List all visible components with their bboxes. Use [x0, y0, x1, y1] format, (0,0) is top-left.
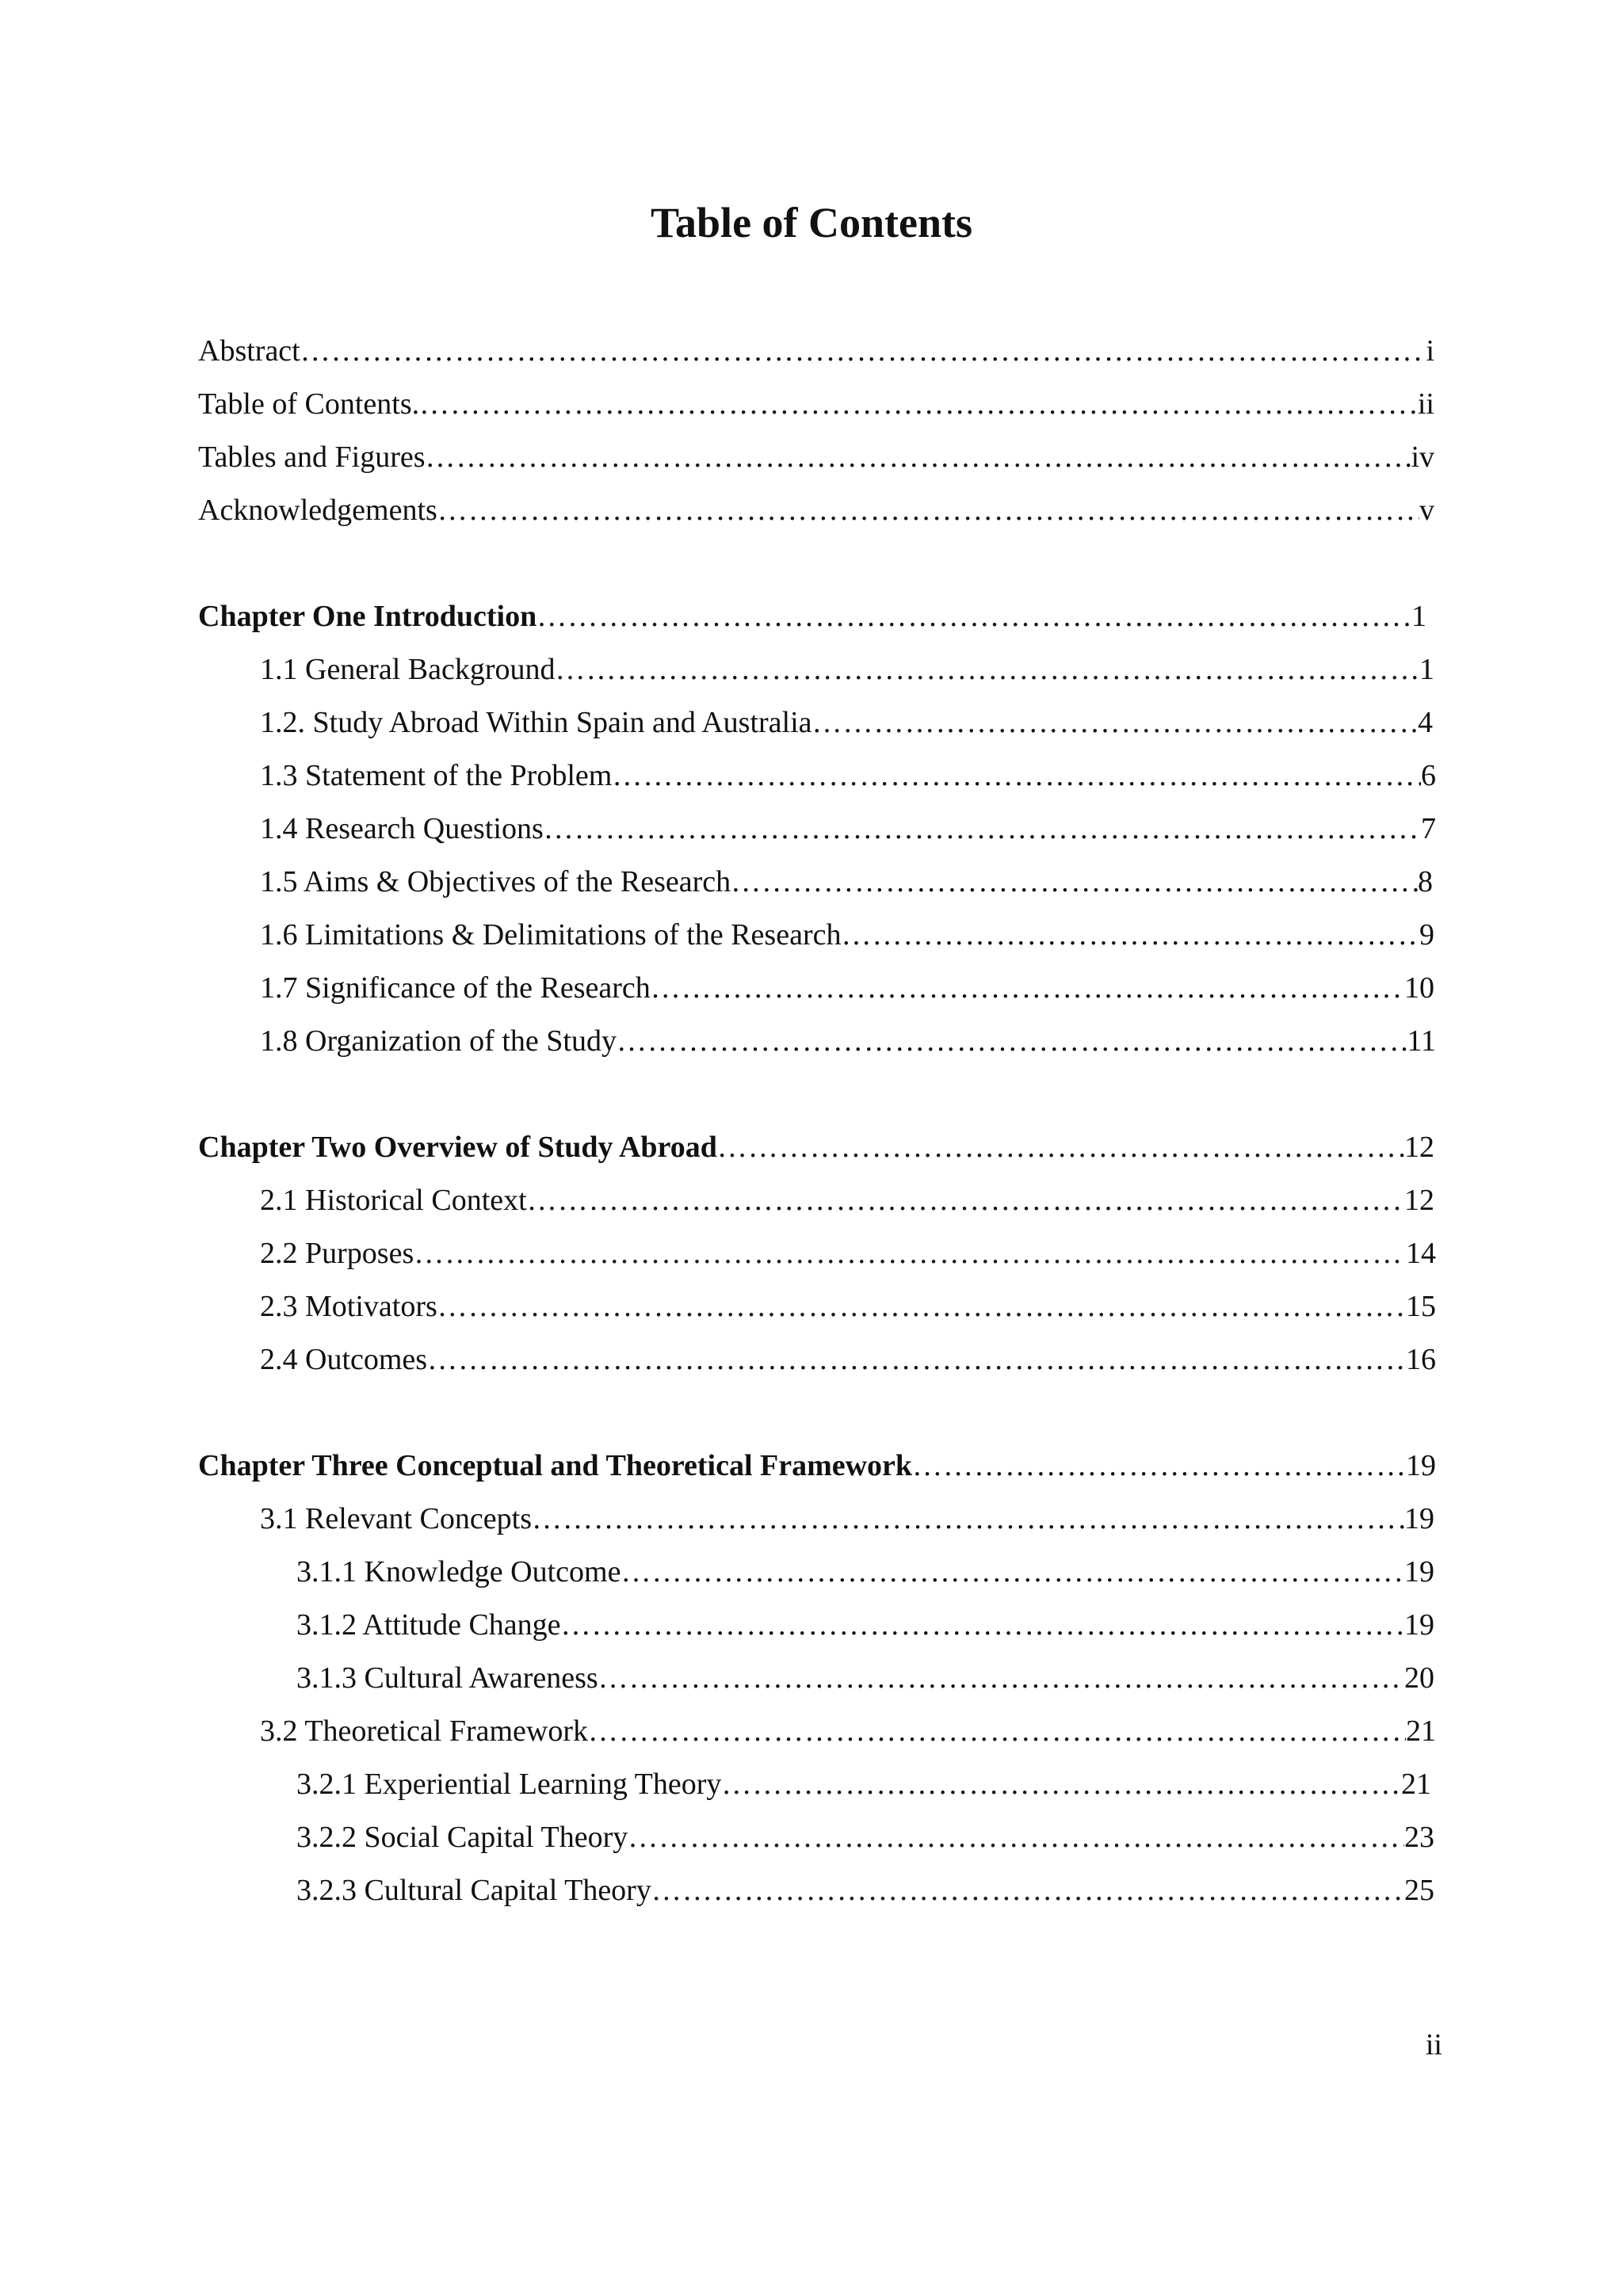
toc-entry-page: ii — [1417, 387, 1434, 421]
toc-section-label: 1.6 Limitations & Delimitations of the Research — [260, 918, 842, 952]
toc-chapter-label: Chapter Three Conceptual and Theoretical Framework — [198, 1449, 913, 1482]
toc-entry-page: 6 — [1421, 759, 1436, 792]
dot-leader — [556, 647, 1420, 692]
toc-entry-label: Tables and Figures — [198, 441, 426, 474]
toc-section-1-2[interactable] — [260, 700, 1433, 745]
toc-entry-page: 25 — [1404, 1874, 1434, 1907]
toc-section-label: 1.4 Research Questions — [260, 812, 544, 845]
toc-section-label: 1.8 Organization of the Study — [260, 1024, 617, 1058]
toc-entry-page: 1 — [1419, 653, 1434, 686]
toc-entry-page: 7 — [1421, 812, 1436, 845]
toc-entry-page: 8 — [1418, 865, 1433, 898]
toc-section-label: 2.2 Purposes — [260, 1237, 414, 1270]
dot-leader — [841, 913, 1419, 957]
toc-entry-page: 19 — [1404, 1608, 1434, 1642]
toc-entry-page: 20 — [1404, 1661, 1434, 1695]
toc-chapter-two[interactable] — [198, 1125, 1434, 1169]
toc-entry-page: v — [1419, 494, 1434, 527]
toc-section-1-7[interactable] — [260, 966, 1434, 1010]
page-number: ii — [1425, 2028, 1442, 2061]
toc-section-label: 1.5 Aims & Objectives of the Research — [260, 865, 731, 898]
toc-section-label: 3.1.1 Knowledge Outcome — [296, 1555, 621, 1589]
toc-chapter-label: Chapter One Introduction — [198, 600, 537, 633]
toc-section-label: 3.2.1 Experiential Learning Theory — [296, 1768, 722, 1801]
toc-entry-page: 12 — [1404, 1131, 1434, 1164]
toc-chapter-three[interactable] — [198, 1444, 1436, 1488]
toc-entry-page: iv — [1411, 441, 1434, 474]
dot-leader — [812, 700, 1418, 745]
toc-section-1-3[interactable] — [260, 753, 1436, 798]
toc-entry-page: 14 — [1406, 1237, 1436, 1270]
dot-leader — [437, 488, 1419, 532]
toc-section-label: 1.2. Study Abroad Within Spain and Australia — [260, 706, 812, 739]
dot-leader — [561, 1603, 1404, 1647]
toc-entry-tables-and-figures[interactable] — [198, 435, 1434, 479]
toc-entry-page: 21 — [1401, 1768, 1431, 1801]
toc-section-label: 3.2.3 Cultural Capital Theory — [296, 1874, 651, 1907]
page-title: Table of Contents — [650, 199, 973, 246]
toc-section-3-1[interactable] — [260, 1497, 1434, 1541]
dot-leader — [532, 1497, 1404, 1541]
toc-entry-page: 21 — [1406, 1714, 1436, 1748]
toc-section-label: 3.1.3 Cultural Awareness — [296, 1661, 598, 1695]
toc-section-1-8[interactable] — [260, 1019, 1436, 1063]
toc-section-1-5[interactable] — [260, 860, 1433, 904]
toc-section-2-4[interactable] — [260, 1337, 1436, 1382]
toc-section-label: 1.7 Significance of the Research — [260, 971, 651, 1005]
dot-leader — [437, 1284, 1406, 1329]
toc-entry-page: 12 — [1404, 1184, 1434, 1217]
toc-section-label: 2.1 Historical Context — [260, 1184, 527, 1217]
toc-entry-page: 23 — [1404, 1821, 1434, 1854]
dot-leader — [717, 1125, 1404, 1169]
toc-entry-label: Abstract — [198, 334, 300, 368]
toc-subsection-3-2-1[interactable] — [296, 1762, 1431, 1806]
toc-entry-label: Acknowledgements — [198, 494, 437, 527]
dot-leader — [537, 594, 1411, 639]
dot-leader — [598, 1656, 1404, 1700]
dot-leader — [628, 1815, 1404, 1859]
toc-entry-abstract[interactable] — [198, 329, 1434, 373]
toc-chapter-one[interactable] — [198, 594, 1426, 639]
dot-leader — [300, 329, 1426, 373]
toc-section-label: 3.1 Relevant Concepts — [260, 1502, 532, 1535]
toc-section-label: 2.3 Motivators — [260, 1290, 437, 1323]
toc-entry-acknowledgements[interactable] — [198, 488, 1434, 532]
toc-section-label: 2.4 Outcomes — [260, 1343, 428, 1376]
toc-section-label: 3.2 Theoretical Framework — [260, 1714, 588, 1748]
toc-entry-page: 19 — [1406, 1449, 1436, 1482]
toc-section-label: 3.1.2 Attitude Change — [296, 1608, 561, 1642]
toc-entry-page: 4 — [1418, 706, 1433, 739]
toc-section-3-2[interactable] — [260, 1709, 1436, 1753]
toc-subsection-3-1-1[interactable] — [296, 1550, 1434, 1594]
toc-section-label: 1.1 General Background — [260, 653, 556, 686]
dot-leader — [588, 1709, 1406, 1753]
toc-entry-page: 19 — [1404, 1502, 1434, 1535]
dot-leader — [731, 860, 1418, 904]
dot-leader — [414, 1231, 1406, 1276]
dot-leader — [912, 1444, 1406, 1488]
toc-entry-label: Table of Contents. — [198, 387, 420, 421]
toc-entry-page: 16 — [1406, 1343, 1436, 1376]
dot-leader — [426, 435, 1411, 479]
dot-leader — [651, 1868, 1404, 1913]
toc-entry-page: 19 — [1404, 1555, 1434, 1589]
dot-leader — [419, 382, 1418, 426]
toc-subsection-3-2-3[interactable] — [296, 1868, 1434, 1913]
dot-leader — [617, 1019, 1407, 1063]
dot-leader — [544, 807, 1421, 851]
toc-section-2-2[interactable] — [260, 1231, 1436, 1276]
toc-entry-page: 15 — [1406, 1290, 1436, 1323]
toc-entry-page: 11 — [1407, 1024, 1436, 1058]
dot-leader — [612, 753, 1421, 798]
toc-section-label: 3.2.2 Social Capital Theory — [296, 1821, 628, 1854]
toc-section-2-1[interactable] — [260, 1178, 1434, 1222]
toc-section-1-6[interactable] — [260, 913, 1434, 957]
toc-subsection-3-2-2[interactable] — [296, 1815, 1434, 1859]
toc-subsection-3-1-2[interactable] — [296, 1603, 1434, 1647]
dot-leader — [527, 1178, 1404, 1222]
toc-section-1-4[interactable] — [260, 807, 1436, 851]
toc-entry-page: 1 — [1411, 600, 1426, 633]
dot-leader — [651, 966, 1404, 1010]
dot-leader — [427, 1337, 1406, 1382]
toc-section-label: 1.3 Statement of the Problem — [260, 759, 613, 792]
toc-entry-page: 9 — [1419, 918, 1434, 952]
toc-section-2-3[interactable] — [260, 1284, 1436, 1329]
toc-entry-page: i — [1426, 334, 1434, 368]
toc-entry-table-of-contents[interactable] — [198, 382, 1434, 426]
toc-chapter-label: Chapter Two Overview of Study Abroad — [198, 1131, 717, 1164]
dot-leader — [621, 1550, 1404, 1594]
toc-section-1-1[interactable] — [260, 647, 1434, 692]
toc-subsection-3-1-3[interactable] — [296, 1656, 1434, 1700]
toc-entry-page: 10 — [1404, 971, 1434, 1005]
dot-leader — [721, 1762, 1401, 1806]
